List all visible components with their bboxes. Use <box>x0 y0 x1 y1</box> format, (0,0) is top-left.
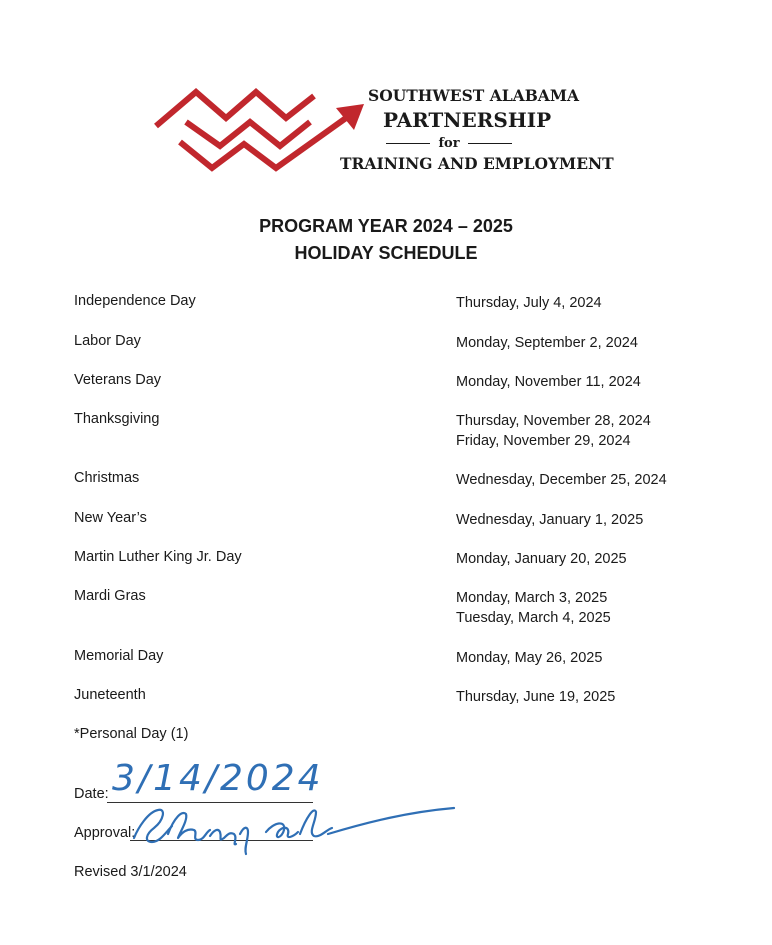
holiday-name: Veterans Day <box>74 372 162 388</box>
holiday-date: Wednesday, December 25, 2024 <box>456 472 667 488</box>
org-line-2: PARTNERSHIP <box>383 108 552 132</box>
holiday-name: Thanksgiving <box>74 411 160 427</box>
org-line-3 <box>340 136 558 151</box>
approval-label: Approval: <box>74 825 136 841</box>
holiday-date: Monday, November 11, 2024 <box>456 374 641 390</box>
holiday-date: Tuesday, March 4, 2025 <box>456 610 611 626</box>
holiday-date: Thursday, June 19, 2025 <box>456 689 616 705</box>
holiday-date: Thursday, November 28, 2024 <box>456 413 651 429</box>
holiday-date: Wednesday, January 1, 2025 <box>456 512 644 528</box>
holiday-date: Monday, May 26, 2025 <box>456 650 603 666</box>
holiday-name: Martin Luther King Jr. Day <box>74 549 242 565</box>
zigzag-arrow-icon <box>156 92 346 168</box>
page-title: PROGRAM YEAR 2024 – 2025 <box>259 216 513 236</box>
holiday-date: Monday, September 2, 2024 <box>456 335 638 351</box>
org-line-1: SOUTHWEST ALABAMA <box>368 86 579 105</box>
holiday-date: Thursday, July 4, 2024 <box>456 295 602 311</box>
holiday-name: Labor Day <box>74 333 141 349</box>
holiday-name: Independence Day <box>74 293 196 309</box>
org-line-4: TRAINING AND EMPLOYMENT <box>340 154 614 173</box>
approval-signature <box>128 792 458 862</box>
holiday-date: Monday, January 20, 2025 <box>456 551 627 567</box>
org-for: for <box>438 136 460 151</box>
holiday-name: Memorial Day <box>74 648 164 664</box>
revised-date: Revised 3/1/2024 <box>74 864 187 880</box>
arrow-head-icon <box>336 104 364 130</box>
holiday-date: Monday, March 3, 2025 <box>456 590 608 606</box>
personal-day-note: *Personal Day (1) <box>74 726 189 742</box>
holiday-name: Juneteenth <box>74 687 146 703</box>
date-label: Date: <box>74 786 109 802</box>
page-subtitle: HOLIDAY SCHEDULE <box>294 243 478 263</box>
holiday-date: Friday, November 29, 2024 <box>456 433 631 449</box>
holiday-name: New Year’s <box>74 510 147 526</box>
holiday-name: Christmas <box>74 470 140 486</box>
holiday-name: Mardi Gras <box>74 588 146 604</box>
organization-logo <box>150 82 370 182</box>
handwritten-date: 3/14/2024 <box>112 758 324 799</box>
